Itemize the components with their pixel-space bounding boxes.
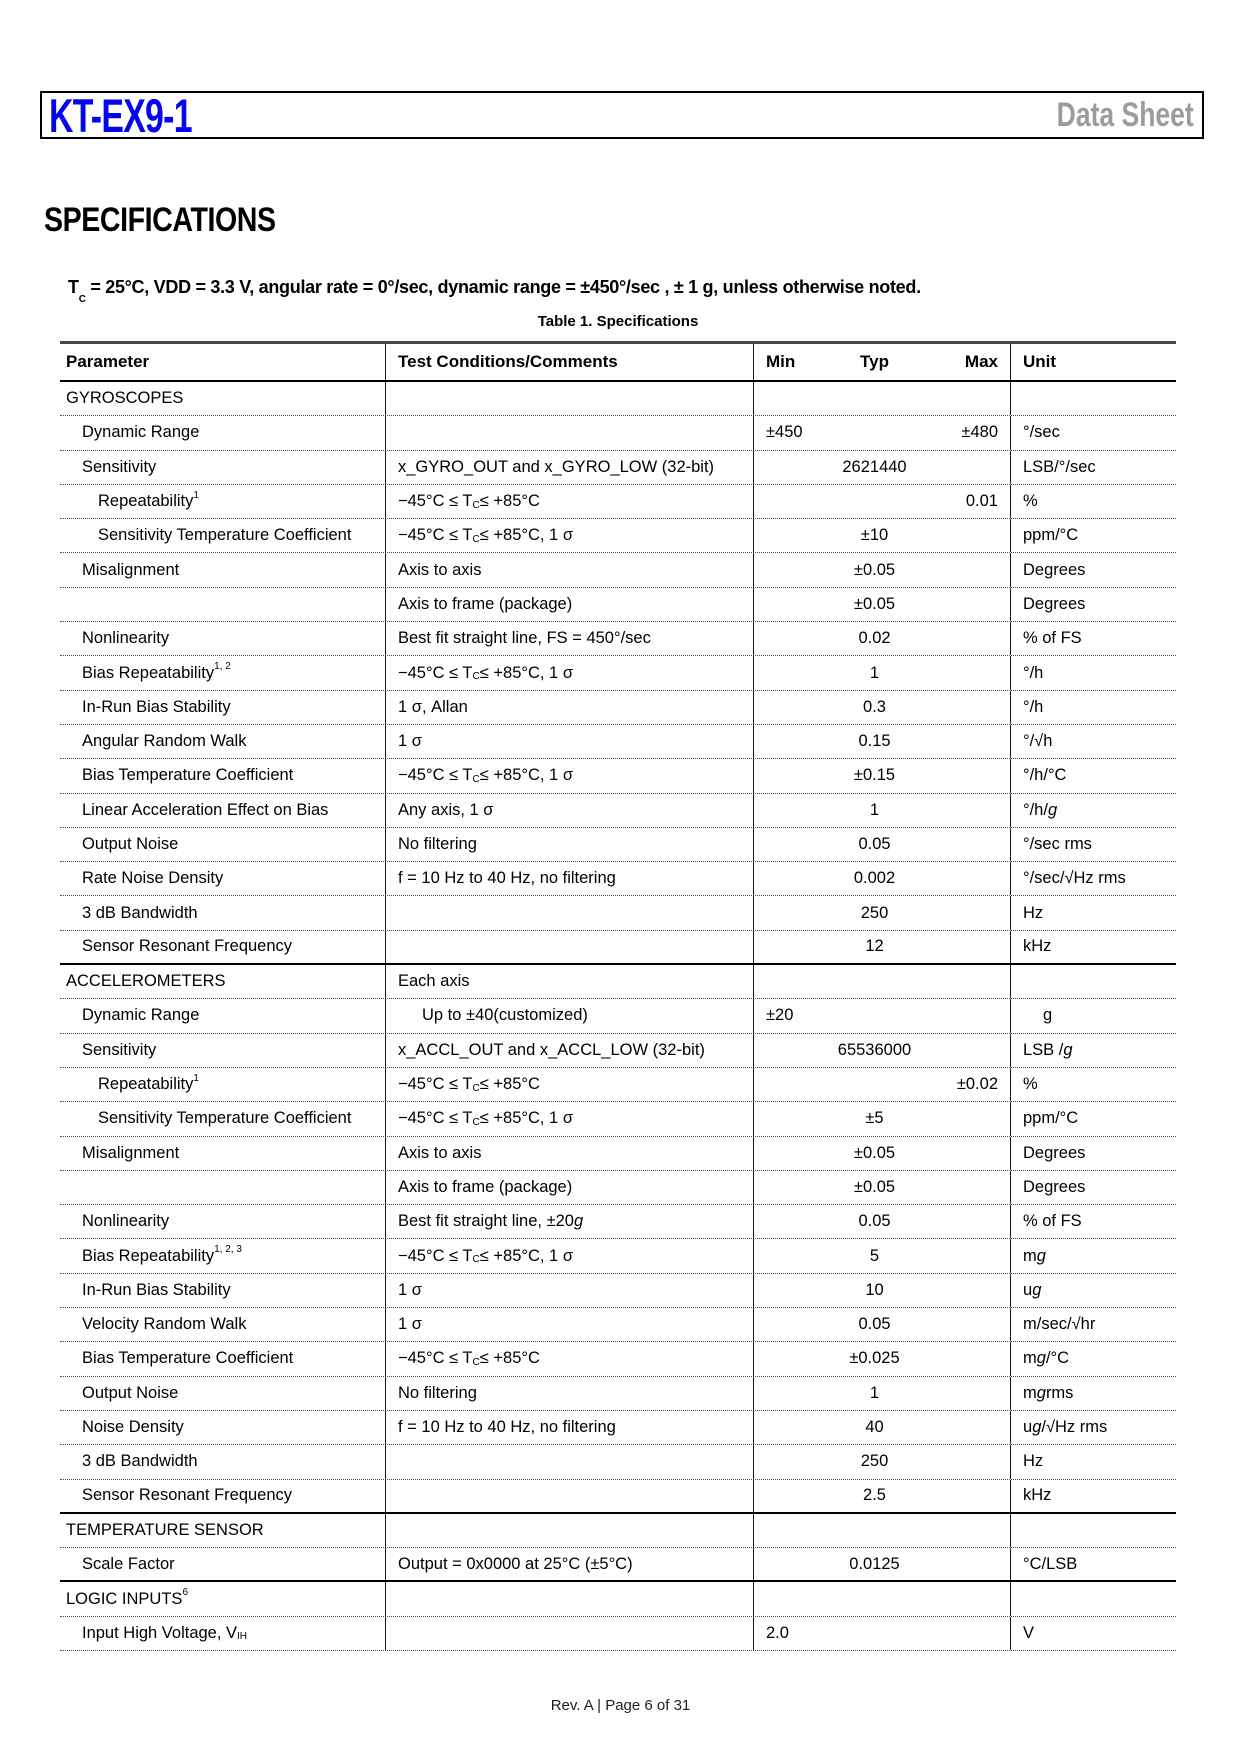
- table-row: [60, 1480, 1176, 1514]
- parameter-cell: TEMPERATURE SENSOR: [66, 1520, 264, 1539]
- table-row: [60, 1617, 1176, 1651]
- unit-cell: [1010, 1514, 1176, 1547]
- min-typ-max-cell: [753, 1514, 1010, 1547]
- min-typ-max-cell: [753, 1548, 1010, 1580]
- test-conditions-cell: No filtering: [385, 828, 753, 861]
- table-row: [60, 1514, 1176, 1548]
- typ-value: 0.05: [858, 1315, 891, 1334]
- datasheet-label: Data Sheet: [1056, 96, 1194, 134]
- typ-value: 0.002: [853, 869, 896, 888]
- table-row: [60, 485, 1176, 519]
- col-header-typ: Typ: [860, 352, 889, 371]
- min-typ-max-cell: [753, 451, 1010, 484]
- table-row: [60, 588, 1176, 622]
- table-row: [60, 862, 1176, 896]
- unit-cell: °/h: [1010, 656, 1176, 689]
- table-row: [60, 1239, 1176, 1273]
- typ-value: 5: [869, 1246, 880, 1265]
- min-typ-max-cell: [753, 382, 1010, 415]
- test-conditions-cell: Axis to frame (package): [385, 1171, 753, 1204]
- unit-cell: °/h: [1010, 691, 1176, 724]
- min-typ-max-cell: [753, 691, 1010, 724]
- col-header-parameter: Parameter: [66, 352, 150, 371]
- table-row: [60, 1582, 1176, 1616]
- test-conditions-cell: −45°C ≤ T $_C$ ≤ +85°C, 1 σ: [385, 519, 753, 552]
- parameter-cell: Misalignment: [82, 1143, 180, 1162]
- unit-cell: u g /√Hz rms: [1010, 1411, 1176, 1444]
- typ-value: ±0.05: [853, 560, 896, 579]
- col-header-max: Max: [964, 352, 998, 371]
- min-typ-max-cell: [753, 656, 1010, 689]
- min-typ-max-cell: [753, 1171, 1010, 1204]
- parameter-cell: In-Run Bias Stability: [82, 697, 231, 716]
- part-number-title: KT-EX9-1: [49, 88, 192, 142]
- parameter-cell: Velocity Random Walk: [82, 1315, 247, 1334]
- parameter-cell: GYROSCOPES: [66, 389, 184, 408]
- header-bar: [40, 88, 1204, 142]
- table-row: [60, 691, 1176, 725]
- unit-cell: kHz: [1010, 931, 1176, 963]
- typ-value: 1: [869, 800, 880, 819]
- parameter-cell: Sensor Resonant Frequency: [82, 937, 293, 956]
- unit-cell: LSB/°/sec: [1010, 451, 1176, 484]
- col-header-min: Min: [766, 352, 796, 371]
- unit-cell: Degrees: [1010, 1171, 1176, 1204]
- typ-value: ±0.05: [853, 594, 896, 613]
- table-row: [60, 1137, 1176, 1171]
- table-row: [60, 1171, 1176, 1205]
- table-row: [60, 1274, 1176, 1308]
- unit-cell: °/√h: [1010, 725, 1176, 758]
- unit-cell: %: [1010, 485, 1176, 518]
- table-caption: Table 1. Specifications: [537, 313, 699, 330]
- typ-value: ±0.05: [853, 1177, 896, 1196]
- parameter-cell: [60, 1171, 385, 1204]
- min-typ-max-cell: [753, 1342, 1010, 1375]
- table-body: [60, 382, 1176, 1651]
- min-typ-max-cell: [753, 1411, 1010, 1444]
- min-typ-max-cell: [753, 1445, 1010, 1478]
- parameter-cell: Angular Random Walk: [82, 732, 247, 751]
- typ-value: 2.5: [863, 1486, 886, 1505]
- test-conditions-cell: f = 10 Hz to 40 Hz, no filtering: [385, 1411, 753, 1444]
- min-typ-max-cell: [753, 1274, 1010, 1307]
- unit-cell: m g /°C: [1010, 1342, 1176, 1375]
- unit-cell: Degrees: [1010, 553, 1176, 586]
- min-typ-max-cell: [753, 1617, 1010, 1650]
- unit-cell: °/h/°C: [1010, 759, 1176, 792]
- test-conditions-cell: [385, 1582, 753, 1615]
- unit-cell: ppm/°C: [1010, 1102, 1176, 1135]
- min-typ-max-cell: [753, 1137, 1010, 1170]
- test-conditions-cell: [385, 416, 753, 449]
- table-row: [60, 725, 1176, 759]
- min-value: ±450: [766, 423, 803, 442]
- test-conditions-cell: Axis to axis: [385, 1137, 753, 1170]
- test-conditions-cell: Up to ±40(customized): [385, 999, 753, 1032]
- parameter-cell: Bias Repeatability $^{1, 2, 3}$: [82, 1244, 242, 1265]
- table-row: [60, 1308, 1176, 1342]
- test-conditions-cell: Axis to axis: [385, 553, 753, 586]
- test-conditions-cell: [385, 1445, 753, 1478]
- table-row: [60, 622, 1176, 656]
- unit-cell: ppm/°C: [1010, 519, 1176, 552]
- test-conditions-cell: −45°C ≤ T $_C$ ≤ +85°C, 1 σ: [385, 1102, 753, 1135]
- table-row: [60, 553, 1176, 587]
- unit-cell: g: [1010, 999, 1176, 1032]
- parameter-cell: Input High Voltage, V $_{IH}$: [82, 1623, 248, 1643]
- max-value: 0.01: [965, 492, 998, 511]
- table-row: [60, 999, 1176, 1033]
- table-row: [60, 1445, 1176, 1479]
- min-typ-max-cell: [753, 588, 1010, 621]
- unit-cell: Hz: [1010, 896, 1176, 929]
- typ-value: 250: [860, 1452, 889, 1471]
- min-typ-max-cell: [753, 1102, 1010, 1135]
- parameter-cell: Noise Density: [82, 1418, 184, 1437]
- min-typ-max-cell: [753, 1068, 1010, 1101]
- unit-cell: % of FS: [1010, 1205, 1176, 1238]
- test-conditions-cell: No filtering: [385, 1377, 753, 1410]
- test-conditions-cell: Axis to frame (package): [385, 588, 753, 621]
- min-typ-max-cell: [753, 1034, 1010, 1067]
- table-row: [60, 931, 1176, 965]
- min-typ-max-cell: [753, 1308, 1010, 1341]
- typ-value: 0.15: [858, 732, 891, 751]
- typ-value: ±0.025: [849, 1349, 900, 1368]
- table-row: [60, 451, 1176, 485]
- parameter-cell: Bias Temperature Coefficient: [82, 766, 294, 785]
- min-typ-max-cell: [753, 485, 1010, 518]
- parameter-cell: LOGIC INPUTS $^6$: [66, 1587, 188, 1608]
- typ-value: 0.05: [858, 835, 891, 853]
- parameter-cell: [60, 588, 385, 621]
- typ-value: 12: [865, 937, 884, 956]
- test-conditions-cell: Any axis, 1 σ: [385, 794, 753, 827]
- min-typ-max-cell: [753, 1377, 1010, 1410]
- parameter-cell: Repeatability $^1$: [98, 1072, 199, 1094]
- test-conditions-cell: −45°C ≤ T $_C$ ≤ +85°C: [385, 1342, 753, 1375]
- min-typ-max-cell: [753, 1480, 1010, 1512]
- test-conditions-cell: x_GYRO_OUT and x_GYRO_LOW (32-bit): [385, 451, 753, 484]
- max-value: ±0.02: [956, 1075, 998, 1094]
- min-typ-max-cell: [753, 416, 1010, 449]
- test-conditions-cell: [385, 1617, 753, 1650]
- table-row: [60, 828, 1176, 862]
- parameter-cell: Bias Temperature Coefficient: [82, 1349, 294, 1368]
- col-header-test-conditions: Test Conditions/Comments: [385, 344, 753, 380]
- unit-cell: m g rms: [1010, 1377, 1176, 1410]
- parameter-cell: Sensitivity: [82, 1040, 157, 1059]
- table-row: [60, 1411, 1176, 1445]
- table-row: [60, 896, 1176, 930]
- test-conditions-cell: [385, 931, 753, 963]
- unit-cell: m/sec/√hr: [1010, 1308, 1176, 1341]
- test-conditions-cell: Each axis: [385, 965, 753, 998]
- test-conditions-cell: Output = 0x0000 at 25°C (±5°C): [385, 1548, 753, 1580]
- parameter-cell: Output Noise: [82, 835, 179, 853]
- min-typ-max-cell: [753, 999, 1010, 1032]
- min-typ-max-cell: [753, 725, 1010, 758]
- parameter-cell: Scale Factor: [82, 1554, 175, 1573]
- table-row: [60, 1068, 1176, 1102]
- min-typ-max-cell: [753, 1582, 1010, 1615]
- test-conditions-cell: [385, 1514, 753, 1547]
- test-conditions-cell: [385, 896, 753, 929]
- unit-cell: kHz: [1010, 1480, 1176, 1512]
- parameter-cell: Misalignment: [82, 560, 180, 579]
- parameter-cell: Sensor Resonant Frequency: [82, 1486, 293, 1505]
- unit-cell: [1010, 382, 1176, 415]
- unit-cell: °/h/ g: [1010, 794, 1176, 827]
- table-row: [60, 1377, 1176, 1411]
- parameter-cell: Nonlinearity: [82, 629, 170, 648]
- min-typ-max-cell: [753, 553, 1010, 586]
- table-row: [60, 965, 1176, 999]
- typ-value: 250: [860, 903, 889, 922]
- test-conditions-note: $T_C = 25^\circ C$, VDD = 3.3 V, angular rate = 0°/sec, dynamic range = ±450°/sec , ± 1 g, unless otherwise noted.: [68, 277, 921, 305]
- test-conditions-cell: [385, 382, 753, 415]
- parameter-cell: ACCELEROMETERS: [66, 972, 226, 991]
- parameter-cell: Sensitivity: [82, 457, 157, 476]
- unit-cell: m g: [1010, 1239, 1176, 1272]
- min-typ-max-cell: [753, 896, 1010, 929]
- test-conditions-cell: −45°C ≤ T $_C$ ≤ +85°C: [385, 485, 753, 518]
- parameter-cell: Rate Noise Density: [82, 869, 224, 888]
- typ-value: 2621440: [842, 457, 907, 476]
- test-conditions-cell: 1 σ: [385, 725, 753, 758]
- typ-value: 65536000: [837, 1040, 912, 1059]
- min-typ-max-cell: [753, 794, 1010, 827]
- test-conditions-cell: Best fit straight line, ±20 g: [385, 1205, 753, 1238]
- test-conditions-cell: −45°C ≤ T $_C$ ≤ +85°C, 1 σ: [385, 1239, 753, 1272]
- unit-cell: °C/LSB: [1010, 1548, 1176, 1580]
- parameter-cell: Bias Repeatability $^{1, 2}$: [82, 661, 231, 682]
- test-conditions-cell: −45°C ≤ T $_C$ ≤ +85°C: [385, 1068, 753, 1101]
- typ-value: 40: [865, 1418, 884, 1437]
- typ-value: 0.02: [858, 629, 891, 648]
- typ-value: ±5: [865, 1109, 884, 1128]
- test-conditions-cell: 1 σ: [385, 1274, 753, 1307]
- test-conditions-cell: 1 σ: [385, 1308, 753, 1341]
- unit-cell: LSB / g: [1010, 1034, 1176, 1067]
- unit-cell: °/sec rms: [1010, 828, 1176, 861]
- typ-value: 1: [869, 663, 880, 682]
- parameter-cell: Repeatability $^1$: [98, 489, 199, 511]
- parameter-cell: Dynamic Range: [82, 423, 200, 442]
- typ-value: 0.3: [863, 697, 886, 716]
- typ-value: ±0.15: [853, 766, 896, 785]
- col-header-min-typ-max-group: [753, 344, 1010, 380]
- unit-cell: u g: [1010, 1274, 1176, 1307]
- unit-cell: % of FS: [1010, 622, 1176, 655]
- unit-cell: Degrees: [1010, 1137, 1176, 1170]
- min-value: ±20: [766, 1006, 794, 1025]
- min-value: 2.0: [766, 1623, 789, 1642]
- unit-cell: %: [1010, 1068, 1176, 1101]
- typ-value: 10: [865, 1280, 884, 1299]
- unit-cell: Degrees: [1010, 588, 1176, 621]
- parameter-cell: 3 dB Bandwidth: [82, 903, 198, 922]
- unit-cell: [1010, 965, 1176, 998]
- parameter-cell: Output Noise: [82, 1383, 179, 1402]
- unit-cell: °/sec/√Hz rms: [1010, 862, 1176, 895]
- typ-value: 0.0125: [849, 1554, 900, 1573]
- table-row: [60, 416, 1176, 450]
- typ-value: ±0.05: [853, 1143, 896, 1162]
- test-conditions-cell: x_ACCL_OUT and x_ACCL_LOW (32-bit): [385, 1034, 753, 1067]
- test-conditions-cell: Best fit straight line, FS = 450°/sec: [385, 622, 753, 655]
- min-typ-max-cell: [753, 759, 1010, 792]
- parameter-cell: Nonlinearity: [82, 1212, 170, 1231]
- table-row: [60, 794, 1176, 828]
- table-row: [60, 1034, 1176, 1068]
- table-row: [60, 1102, 1176, 1136]
- min-typ-max-cell: [753, 862, 1010, 895]
- max-value: ±480: [961, 423, 998, 442]
- parameter-cell: 3 dB Bandwidth: [82, 1452, 198, 1471]
- specifications-heading: SPECIFICATIONS: [44, 201, 276, 239]
- typ-value: 1: [869, 1383, 880, 1402]
- table-row: [60, 382, 1176, 416]
- table-row: [60, 519, 1176, 553]
- min-typ-max-cell: [753, 931, 1010, 963]
- typ-value: 0.05: [858, 1212, 891, 1231]
- page-footer: Rev. A | Page 6 of 31: [550, 1697, 691, 1714]
- min-typ-max-cell: [753, 965, 1010, 998]
- typ-value: ±10: [860, 526, 889, 545]
- test-conditions-cell: 1 σ, Allan: [385, 691, 753, 724]
- test-conditions-cell: f = 10 Hz to 40 Hz, no filtering: [385, 862, 753, 895]
- min-typ-max-cell: [753, 1239, 1010, 1272]
- parameter-cell: Dynamic Range: [82, 1006, 200, 1025]
- table-row: [60, 656, 1176, 690]
- parameter-cell: In-Run Bias Stability: [82, 1280, 231, 1299]
- test-conditions-cell: [385, 1480, 753, 1512]
- min-typ-max-cell: [753, 1205, 1010, 1238]
- min-typ-max-cell: [753, 519, 1010, 552]
- parameter-cell: Sensitivity Temperature Coefficient: [98, 526, 352, 545]
- parameter-cell: Sensitivity Temperature Coefficient: [98, 1109, 352, 1128]
- unit-cell: [1010, 1582, 1176, 1615]
- unit-cell: Hz: [1010, 1445, 1176, 1478]
- specifications-table: [60, 341, 1176, 1651]
- col-header-unit: Unit: [1010, 344, 1176, 380]
- min-typ-max-cell: [753, 622, 1010, 655]
- unit-cell: °/sec: [1010, 416, 1176, 449]
- unit-cell: V: [1010, 1617, 1176, 1650]
- min-typ-max-cell: [753, 828, 1010, 861]
- test-conditions-cell: −45°C ≤ T $_C$ ≤ +85°C, 1 σ: [385, 656, 753, 689]
- table-row: [60, 1205, 1176, 1239]
- table-row: [60, 1548, 1176, 1582]
- test-conditions-cell: −45°C ≤ T $_C$ ≤ +85°C, 1 σ: [385, 759, 753, 792]
- table-row: [60, 759, 1176, 793]
- table-header-row: [60, 341, 1176, 382]
- table-row: [60, 1342, 1176, 1376]
- parameter-cell: Linear Acceleration Effect on Bias: [82, 800, 329, 819]
